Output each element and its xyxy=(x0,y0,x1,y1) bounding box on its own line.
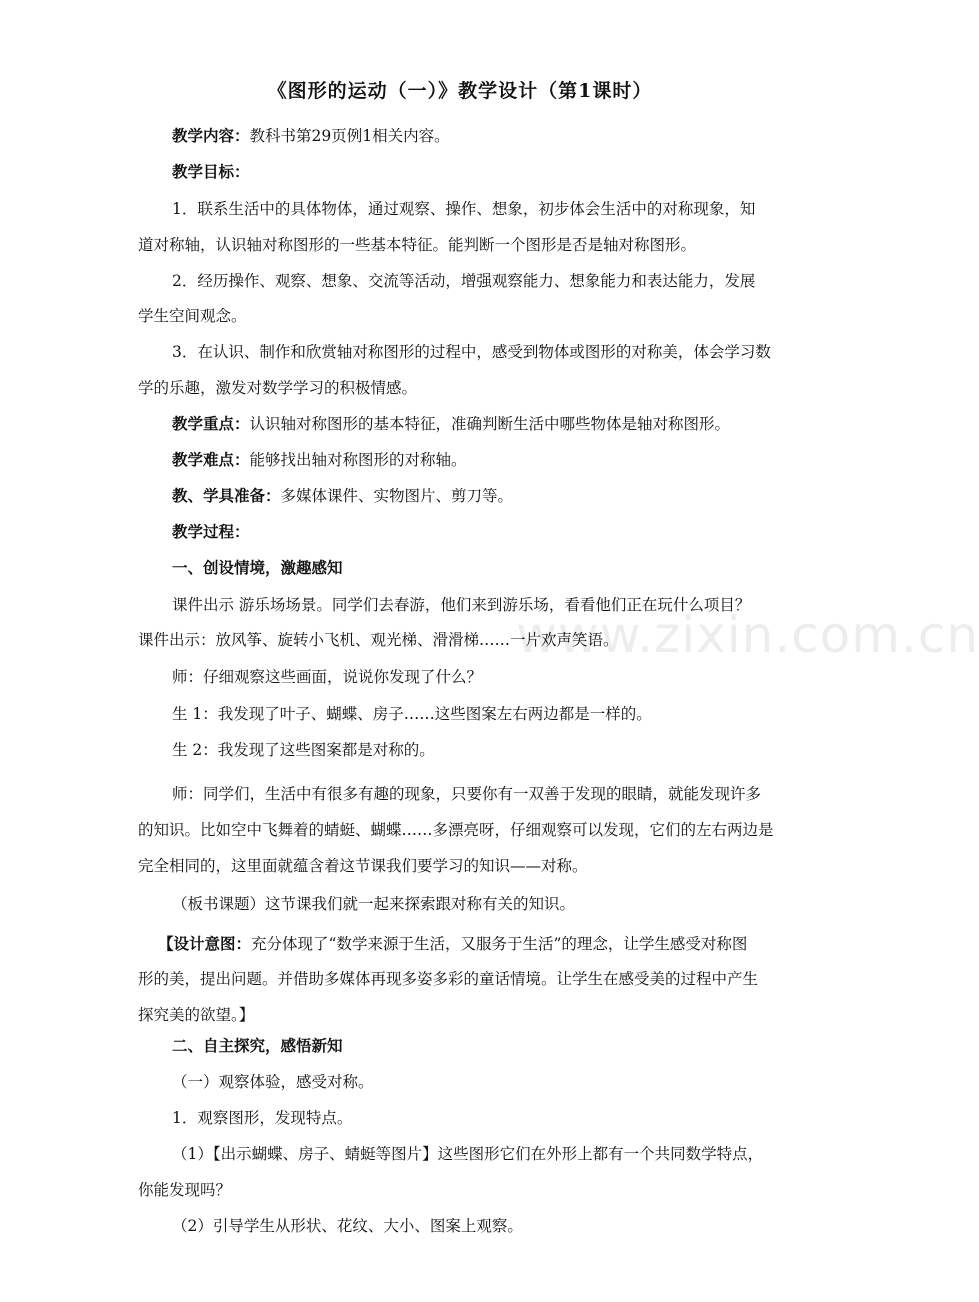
process-heading: 教学过程： xyxy=(172,522,250,541)
design-intent-line-3: 探究美的欲望。】 xyxy=(138,1006,255,1024)
design-intent-line-1 xyxy=(158,932,747,954)
p1-line-1: 课件出示 游乐场场景。同学们去春游，他们来到游乐场，看看他们正在玩什么项目？ xyxy=(172,596,751,614)
intent-label: 【设计意图： xyxy=(158,934,252,953)
prep-label: 教、学具准备： xyxy=(172,486,281,505)
teacher-line-1: 师：仔细观察这些画面，说说你发现了什么？ xyxy=(172,668,483,686)
goal-2-line-1: 2．经历操作、观察、想象、交流等活动，增强观察能力、想象能力和表达能力，发展 xyxy=(172,272,756,290)
design-intent-line-2: 形的美，提出问题。并借助多媒体再现多姿多彩的童话情境。让学生在感受美的过程中产生 xyxy=(138,970,759,988)
board-title-line: （板书课题）这节课我们就一起来探索跟对称有关的知识。 xyxy=(172,895,576,913)
content-label: 教学内容： xyxy=(172,126,250,145)
watermark: www.zixin.com.cn xyxy=(516,606,979,664)
student-2-line: 生 2：我发现了这些图案都是对称的。 xyxy=(172,741,435,759)
document-title: 《图形的运动（一）》教学设计（第1课时） xyxy=(267,80,653,102)
goals-heading: 教学目标： xyxy=(172,162,250,181)
p5-line-1: 师：同学们，生活中有很多有趣的现象，只要你有一双善于发现的眼睛，就能发现许多 xyxy=(172,785,762,803)
intent-text-1: 充分体现了“数学来源于生活，又服务于生活”的理念，让学生感受对称图 xyxy=(251,935,748,953)
goal-2-line-2: 学生空间观念。 xyxy=(138,307,247,325)
item-1a-line-1: （1）【出示蝴蝶、房子、蜻蜓等图片】这些图形它们在外形上都有一个共同数学特点， xyxy=(172,1145,764,1163)
section-2-heading: 二、自主探究，感悟新知 xyxy=(172,1036,343,1055)
goal-3-line-1: 3．在认识、制作和欣赏轴对称图形的过程中，感受到物体或图形的对称美，体会学习数 xyxy=(172,343,771,361)
item-1: 1．观察图形，发现特点。 xyxy=(172,1109,353,1127)
diff-label: 教学难点： xyxy=(172,450,250,469)
difficult-point xyxy=(172,448,467,470)
key-text: 认识轴对称图形的基本特征，准确判断生活中哪些物体是轴对称图形。 xyxy=(249,415,731,433)
goal-1-line-1: 1．联系生活中的具体物体，通过观察、操作、想象，初步体会生活中的对称现象，知 xyxy=(172,200,756,218)
goal-1-line-2: 道对称轴，认识轴对称图形的一些基本特征。能判断一个图形是否是轴对称图形。 xyxy=(138,236,697,254)
student-1-line: 生 1：我发现了叶子、蝴蝶、房子……这些图案左右两边都是一样的。 xyxy=(172,705,652,723)
item-1b: （2）引导学生从形状、花纹、大小、图案上观察。 xyxy=(172,1217,523,1235)
diff-text: 能够找出轴对称图形的对称轴。 xyxy=(249,451,467,469)
subsection-1: （一）观察体验，感受对称。 xyxy=(172,1073,374,1091)
prep-text: 多媒体课件、实物图片、剪刀等。 xyxy=(280,487,514,505)
teaching-content xyxy=(172,124,450,146)
section-1-heading: 一、创设情境，激趣感知 xyxy=(172,558,343,577)
goal-3-line-2: 学的乐趣，激发对数学学习的积极情感。 xyxy=(138,379,418,397)
preparation xyxy=(172,484,513,506)
content-text: 教科书第29页例1相关内容。 xyxy=(249,127,450,145)
p5-line-3: 完全相同的，这里面就蕴含着这节课我们要学习的知识——对称。 xyxy=(138,857,588,875)
key-label: 教学重点： xyxy=(172,414,250,433)
p1-line-2: 课件出示：放风筝、旋转小飞机、观光梯、滑滑梯……一片欢声笑语。 xyxy=(138,631,619,649)
key-point xyxy=(172,412,730,434)
item-1a-line-2: 你能发现吗？ xyxy=(138,1181,232,1199)
p5-line-2: 的知识。比如空中飞舞着的蜻蜓、蝴蝶……多漂亮呀，仔细观察可以发现，它们的左右两边是 xyxy=(138,821,774,839)
